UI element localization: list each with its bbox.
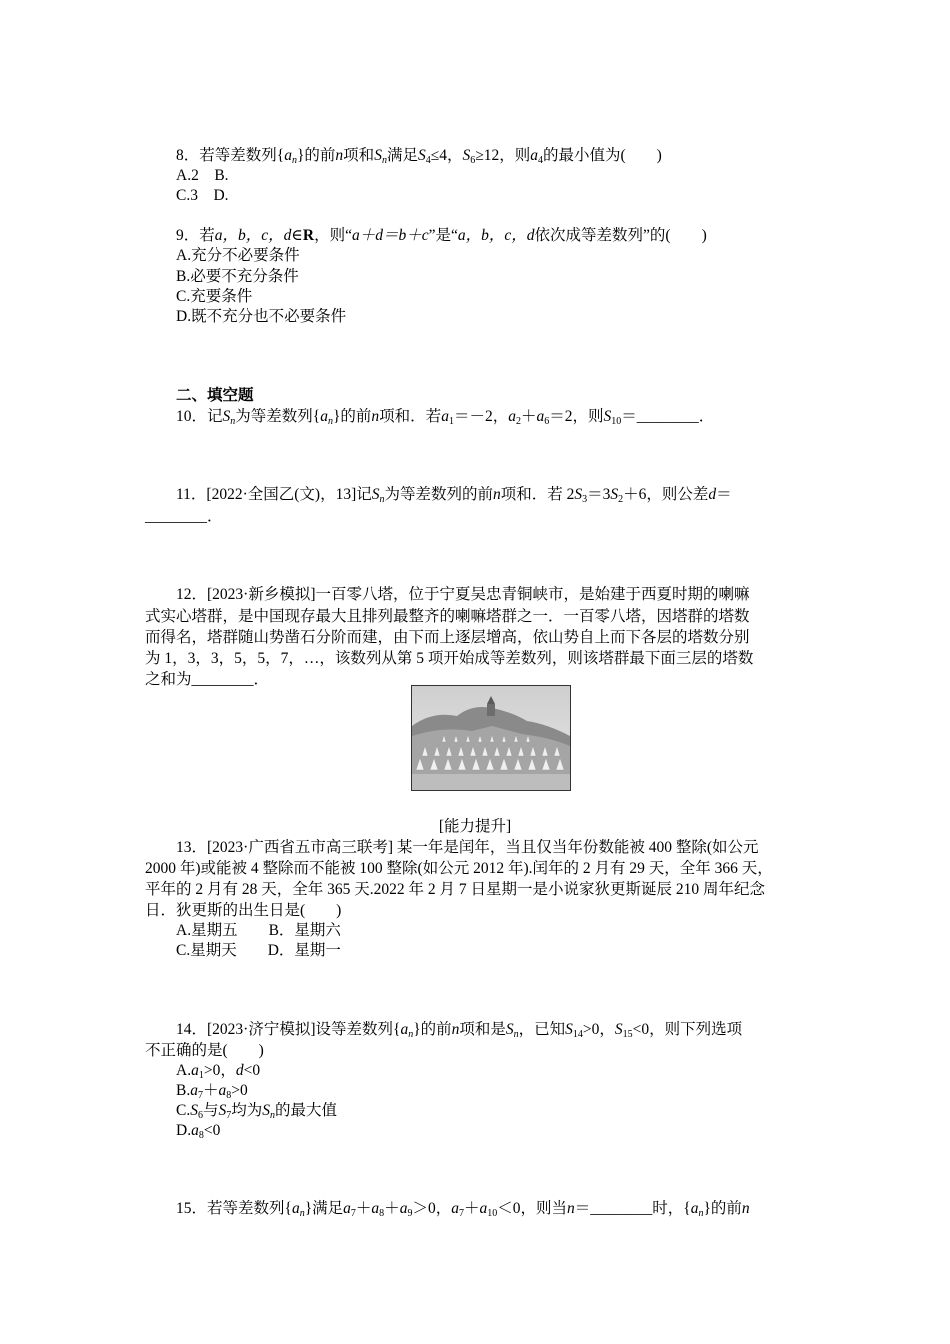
question-12-line-2: 式实心塔群，是中国现存最大且排列最整齐的喇嘛塔群之一．一百零八塔，因塔群的塔数 — [145, 608, 750, 625]
question-14-option-d: $D.a_8<0$ — [176, 1122, 221, 1141]
question-9-stem: 9．若a，b，c，d∈R，则“a＋d＝b＋c”是“a，b，c，d依次成等差数列”的( ) — [176, 227, 707, 244]
question-13-options-cd: C.星期天 D．星期一 — [176, 942, 341, 959]
question-9-option-a: A.充分不必要条件 — [176, 247, 300, 264]
question-13-line-3: 平年的 2 月有 28 天，全年 365 天.2022 年 2 月 7 日星期一是小说家狄更斯诞辰 210 周年纪念 — [145, 881, 766, 898]
question-13-line-2: 2000 年)或能被 4 整除而不能被 100 整除(如公元 2012 年).闰年的 2 月有 29 天，全年 366 天， — [145, 860, 773, 877]
question-13-line-4: 日．狄更斯的出生日是( ) — [145, 902, 342, 919]
question-15-stem: 15．若等差数列$\{a_n\}$满足$a_7+a_8+a_9>0$，$a_7+a_{10}<0$，则当n＝________时，$\{a_n\}$的前n — [176, 1200, 750, 1219]
question-12-line-1: 12．[2023·新乡模拟]一百零八塔，位于宁夏吴忠青铜峡市，是始建于西夏时期的喇嘛 — [176, 586, 750, 603]
question-12-line-4: 为 1，3，3，5，5，7，…，该数列从第 5 项开始成等差数列，则该塔群最下面三层的塔数 — [145, 650, 754, 667]
section-heading-fill-in: 二、填空题 — [176, 387, 254, 404]
question-9-option-b: B.必要不充分条件 — [176, 268, 299, 285]
question-13-options-ab: A.星期五 B．星期六 — [176, 922, 341, 939]
question-8-stem: 8．若等差数列$\{a_n\}$的前n项和$S_n$满足$S_4\le 4$，$S_6\ge 12$，则$a_4$的最小值为( ) — [176, 147, 662, 166]
question-13-line-1: 13．[2023·广西省五市高三联考] 某一年是闰年，当且仅当年份数能被 400 整除(如公元 — [176, 839, 759, 856]
question-9-option-d: D.既不充分也不必要条件 — [176, 308, 347, 325]
ability-heading: [能力提升] — [438, 818, 512, 835]
question-12-line-3: 而得名，塔群随山势凿石分阶而建，由下而上逐层增高，依山势自上而下各层的塔数分别 — [145, 629, 750, 646]
pagoda-photo — [411, 685, 571, 791]
question-10-stem: 10．记$S_n$为等差数列$\{a_n\}$的前n项和．若$a_1=-2$，$a_2+a_6=2$，则$S_{10}=\_\_\_\_\_\_\_\_$． — [176, 408, 715, 427]
question-14-option-b: $B.a_7+a_8>0$ — [176, 1082, 248, 1101]
question-8-options-ab: A.2 B. — [176, 167, 229, 184]
question-14-line-2: 不正确的是( ) — [145, 1042, 264, 1059]
question-14-option-c: $C.S_6$与$S_7$均为$S_n$的最大值 — [176, 1102, 338, 1121]
question-14-option-a: $A.a_1>0$，d<0 — [176, 1062, 261, 1081]
question-12-line-5: 之和为________． — [145, 671, 270, 688]
question-11-blank: ________． — [145, 508, 223, 525]
question-14-line-1: 14．[2023·济宁模拟]设等差数列$\{a_n\}$的前n项和是$S_n$，已知$S_{14}>0$，$S_{15}<0$，则下列选项 — [176, 1021, 743, 1040]
question-11-stem: 11．[2022·全国乙(文)，13]记$S_n$为等差数列的前n项和．若 $2S_3=3S_2+6$，则公差d＝ — [176, 486, 732, 505]
question-9-option-c: C.充要条件 — [176, 288, 253, 305]
question-8-options-cd: C.3 D. — [176, 187, 229, 204]
